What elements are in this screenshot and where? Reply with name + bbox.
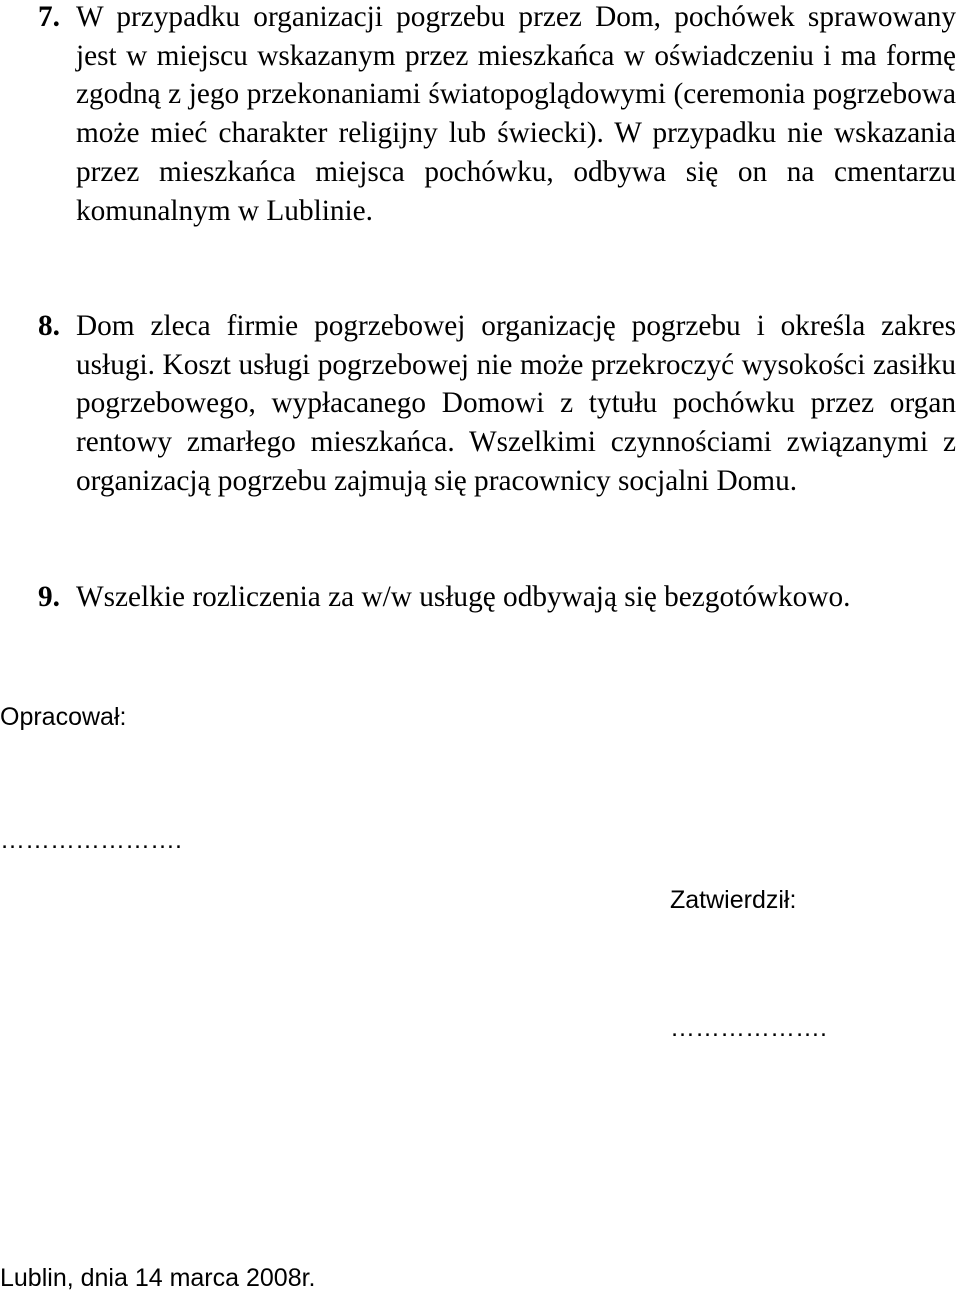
- list-item-text: Dom zleca firmie pogrzebowej organizację pogrzebu i określa zakres usługi. Koszt usługi pogrzebowej nie może przekroczyć wysokości zasiłku pogrzebowego, wypłacanego Domowi z tytułu pochówku przez organ rentowy zmarłego mieszkańca. Wszelkimi czynnościami związanymi z organizacją pogrzebu zajmują się pracownicy socjalni Domu.: [76, 310, 956, 497]
- prepared-by-signature-line: ………………….: [0, 826, 182, 854]
- place-and-date: Lublin, dnia 14 marca 2008r.: [0, 1264, 316, 1292]
- list-item-8: [38, 307, 956, 501]
- list-item-number: 8.: [38, 310, 60, 342]
- list-item-7: [38, 0, 956, 230]
- list-item-text: W przypadku organizacji pogrzebu przez Dom, pochówek sprawowany jest w miejscu wskazanym przez mieszkańca w oświadczeniu i ma formę zgodną z jego przekonaniami światopoglądowymi (ceremonia pogrzebowa może mieć charakter religijny lub świecki). W przypadku nie wskazania przez mieszkańca miejsca pochówku, odbywa się on na cmentarzu komunalnym w Lublinie.: [76, 1, 956, 227]
- list-item-9: [38, 578, 956, 617]
- approved-by-label: Zatwierdził:: [670, 886, 797, 914]
- prepared-by-label: Opracował:: [0, 703, 127, 731]
- list-item-number: 9.: [38, 581, 60, 613]
- approved-by-signature-line: ……………….: [670, 1014, 827, 1042]
- list-item-text: Wszelkie rozliczenia za w/w usługę odbywają się bezgotówkowo.: [76, 581, 851, 613]
- list-item-number: 7.: [38, 1, 60, 33]
